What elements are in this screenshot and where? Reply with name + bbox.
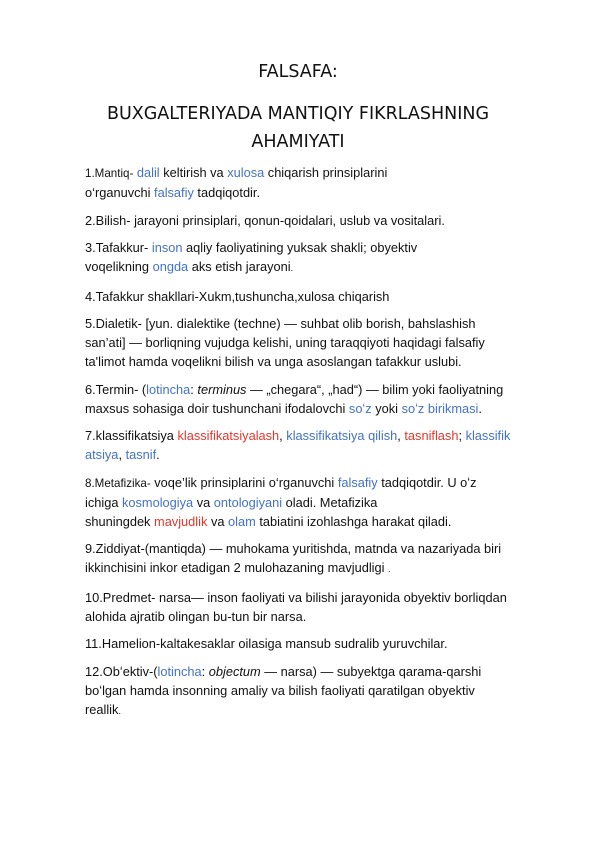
- text: va: [196, 494, 211, 510]
- text: .: [156, 447, 160, 462]
- subtitle-line-2: AHAMIYATI: [251, 132, 345, 152]
- text: ,: [397, 428, 401, 443]
- text: 9.Ziddiyat-(mantiqda) — muhokama yuritishda, matnda va nazariyada biri: [85, 541, 502, 556]
- text: — „chegara“, „had“) — bilim yoki faoliyatning: [250, 381, 504, 397]
- text: oladi. Metafizika: [285, 494, 378, 510]
- text: :: [201, 663, 206, 679]
- link-olam[interactable]: olam: [228, 513, 256, 529]
- text: keltirish va: [163, 165, 224, 180]
- text: yoki: [375, 400, 399, 416]
- text: shuningdek: [85, 513, 151, 529]
- subtitle-line-1: BUXGALTERIYADA MANTIQIY FIKRLASHNING: [106, 104, 490, 124]
- text: 5.Dialetik- [yun. dialektike (techne) — suhbat olib borish, bahslashish: [85, 316, 476, 331]
- link-xulosa[interactable]: xulosa: [227, 165, 265, 180]
- definition-item-5: [85, 314, 555, 371]
- text: ,: [279, 428, 283, 443]
- text: 2.Bilish- jarayoni prinsiplari, qonun-qoidalari, uslub va vositalari.: [85, 212, 445, 228]
- link-tasniflash[interactable]: tasniflash: [404, 428, 459, 443]
- text: aks etish jarayoni: [191, 259, 291, 274]
- text: ichiga: [85, 494, 119, 510]
- text: aqliy faoliyatining yuksak shakli; obyektiv: [186, 240, 418, 255]
- link-tasnif[interactable]: tasnif: [125, 447, 157, 462]
- definition-item-7: [85, 426, 555, 464]
- link-ontologiyani[interactable]: ontologiyani: [213, 494, 283, 510]
- text: 4.Tafakkur shakllari-Xukm,tushuncha,xulosa chiqarish: [85, 288, 390, 304]
- link-klassifikatsiyalash[interactable]: klassifikatsiyalash: [177, 428, 280, 443]
- text: 11.Hamelion-kaltakesaklar oilasiga mansub sudralib yuruvchilar.: [85, 636, 448, 651]
- text: chiqarish prinsiplarini: [267, 165, 388, 180]
- text: o‘rganuvchi: [85, 185, 151, 200]
- definition-item-1: [85, 163, 555, 202]
- link-klassifikatsiya-qilish[interactable]: klassifikatsiya qilish: [286, 428, 398, 443]
- definition-item-4: [85, 287, 555, 306]
- term-obektiv: 12.Obʻektiv-(: [85, 663, 158, 679]
- link-kosmologiya[interactable]: kosmologiya: [122, 494, 194, 510]
- link-lotincha-2[interactable]: lotincha: [157, 663, 202, 679]
- text: san’ati] — borliqning vujudga kelishi, uning taraqqiyoti haqidagi falsafiy: [85, 335, 485, 350]
- text: tabiatini izohlashga harakat qiladi.: [259, 513, 452, 529]
- page-title: FALSAFA:: [258, 62, 338, 82]
- link-ongda[interactable]: ongda: [152, 259, 189, 274]
- definition-item-6: [85, 380, 555, 418]
- text: ;: [458, 428, 462, 443]
- link-klassifikatsiya-cont[interactable]: atsiya: [85, 447, 119, 462]
- term-tafakkur: 3.Tafakkur-: [85, 240, 149, 255]
- term-metafizika: 8.Metafizika-: [85, 476, 151, 490]
- text: alohida ajratib olingan bu-tun bir narsa.: [85, 608, 307, 624]
- text: boʻlgan hamda insonning amaliy va bilish faoliyati qaratilgan obyektiv: [85, 682, 475, 698]
- definition-item-8: [85, 473, 555, 531]
- definition-item-12: [85, 662, 555, 721]
- link-soz-birikmasi[interactable]: soʻz birikmasi: [401, 400, 479, 416]
- link-dalil[interactable]: dalil: [136, 165, 160, 180]
- text: maxsus sohasiga doir tushunchani ifodalovchi: [85, 400, 346, 416]
- text: .: [478, 400, 482, 416]
- page-subtitle: [0, 100, 596, 156]
- link-soz[interactable]: soʻz: [348, 400, 372, 416]
- text: va: [210, 513, 225, 529]
- term-klassifikatsiya: 7.klassifikatsiya: [85, 428, 174, 443]
- text: voqe’lik prinsiplarini o‘rganuvchi: [154, 474, 335, 490]
- link-inson[interactable]: inson: [151, 240, 183, 255]
- text: — narsa) — subyektga qarama-qarshi: [264, 663, 482, 679]
- definition-item-2: [85, 211, 555, 230]
- text: terminus: [197, 381, 247, 397]
- text: ta'limot hamda voqelikni bilish va unga asoslangan tafakkur uslubi.: [85, 354, 462, 369]
- link-falsafiy-2[interactable]: falsafiy: [337, 474, 378, 490]
- text: .: [118, 705, 121, 716]
- link-mavjudlik[interactable]: mavjudlik: [154, 513, 208, 529]
- text: voqelikning: [85, 259, 150, 274]
- text: tadqiqotdir.: [197, 185, 261, 200]
- text: tadqiqotdir. U oʻz: [381, 474, 477, 490]
- link-falsafiy[interactable]: falsafiy: [154, 185, 194, 200]
- definitions-list: [85, 163, 555, 729]
- text: ,: [118, 447, 122, 462]
- link-klassifikatsiya[interactable]: klassifik: [465, 428, 511, 443]
- text: .: [290, 263, 294, 273]
- text: objectum: [208, 663, 261, 679]
- text: :: [190, 381, 194, 397]
- definition-item-9: [85, 539, 555, 579]
- text: reallik: [85, 701, 119, 717]
- text: 10.Predmet- narsa— inson faoliyati va bilishi jarayonida obyektiv borliqdan: [85, 589, 507, 605]
- text: ikkinchisini inkor etadigan 2 mulohazaning mavjudligi: [85, 560, 385, 575]
- text: .: [388, 564, 391, 574]
- term-termin: 6.Termin- (: [85, 381, 147, 397]
- definition-item-3: [85, 238, 555, 278]
- definition-item-10: [85, 588, 555, 626]
- definition-item-11: [85, 634, 555, 653]
- link-lotincha[interactable]: lotincha: [146, 381, 191, 397]
- term-mantiq: 1.Mantiq-: [85, 167, 134, 180]
